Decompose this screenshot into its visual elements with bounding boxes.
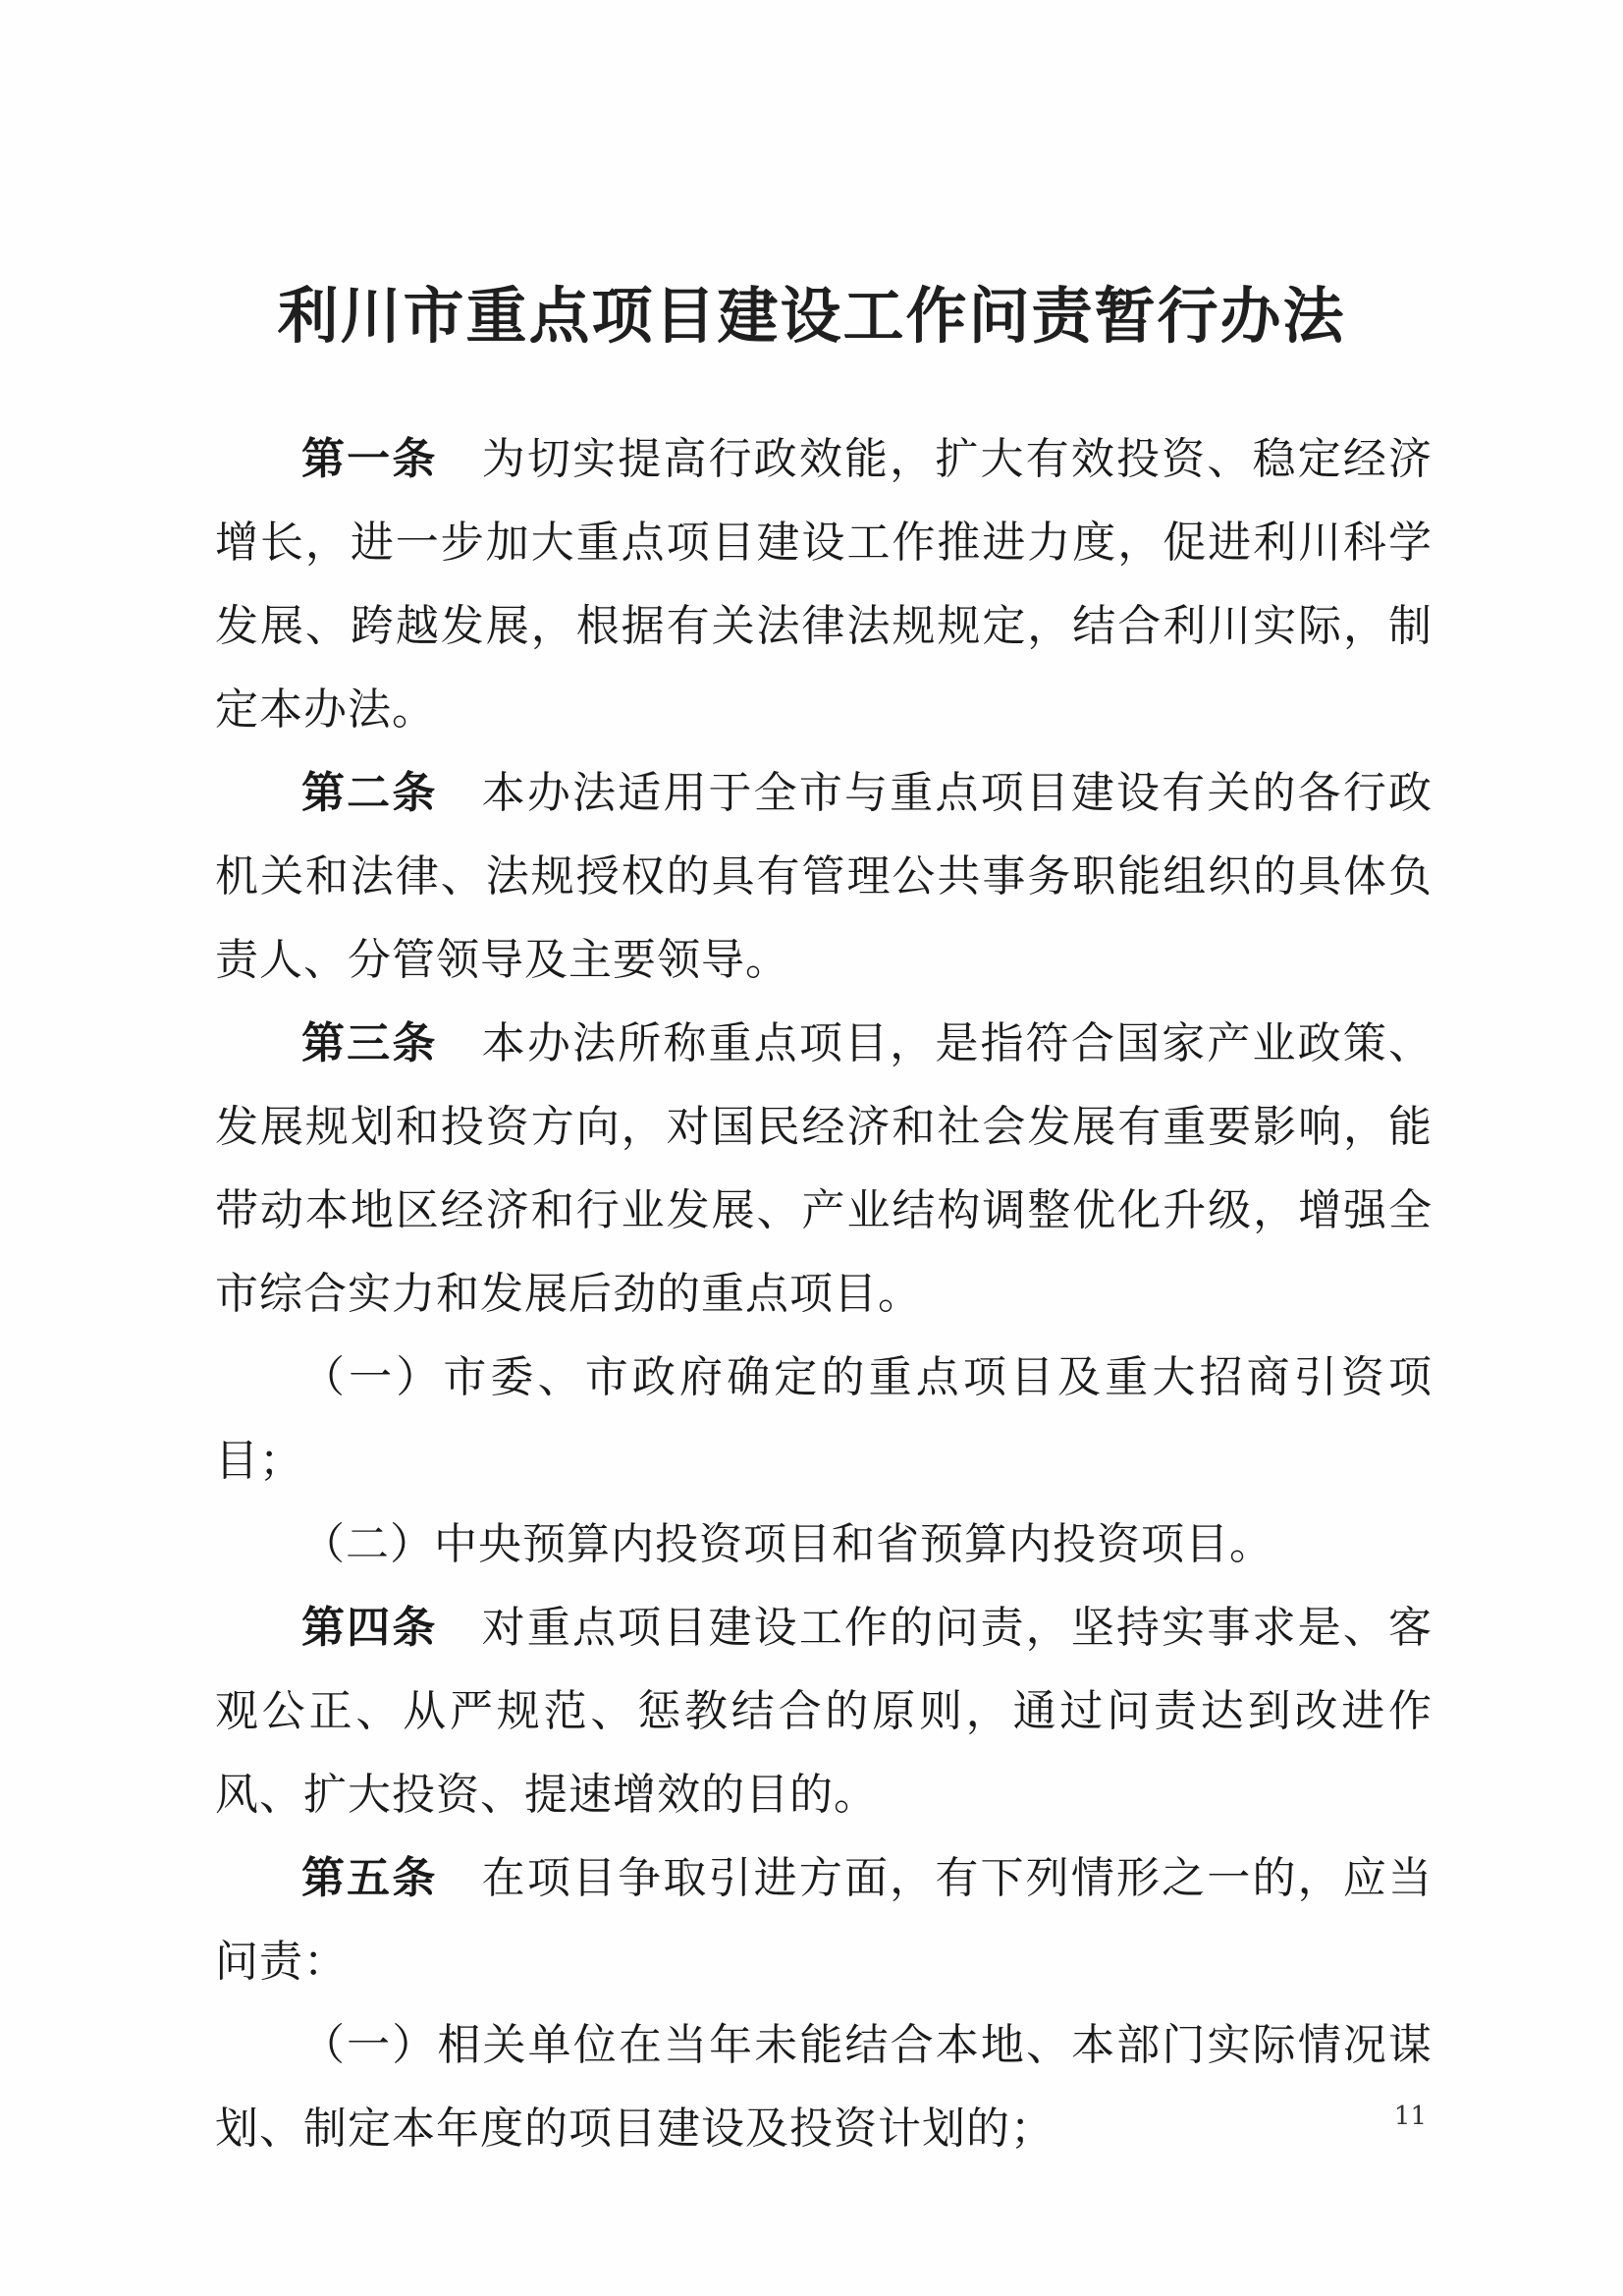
article-heading: 第五条 [301, 1853, 438, 1903]
document-body [215, 417, 1433, 2170]
list-item [215, 1503, 1433, 1586]
list-item-text: （一）市委、市政府确定的重点项目及重大招商引资项目； [215, 1352, 1433, 1486]
list-item [215, 1336, 1433, 1503]
list-item [215, 2003, 1433, 2170]
list-item-text: （一）相关单位在当年未能结合本地、本部门实际情况谋划、制定本年度的项目建设及投资计划的； [215, 2020, 1433, 2154]
list-item-text: （二）中央预算内投资项目和省预算内投资项目。 [301, 1519, 1273, 1569]
article-heading: 第三条 [301, 1018, 438, 1068]
article-text: 本办法所称重点项目，是指符合国家产业政策、发展规划和投资方向，对国民经济和社会发展有重要影响，能带动本地区经济和行业发展、产业结构调整优化升级，增强全市综合实力和发展后劲的重点项目。 [215, 1018, 1433, 1319]
document-title: 利川市重点项目建设工作问责暂行办法 [277, 279, 1346, 352]
article-heading: 第二条 [301, 768, 438, 818]
article-4 [215, 1586, 1433, 1836]
article-text: 对重点项目建设工作的问责，坚持实事求是、客观公正、从严规范、惩教结合的原则，通过问责达到改进作风、扩大投资、提速增效的目的。 [215, 1603, 1433, 1820]
article-text: 为切实提高行政效能，扩大有效投资、稳定经济增长，进一步加大重点项目建设工作推进力度，促进利川科学发展、跨越发展，根据有关法律法规规定，结合利川实际，制定本办法。 [215, 434, 1433, 735]
article-5 [215, 1836, 1433, 2003]
article-heading: 第四条 [301, 1603, 438, 1653]
article-text: 本办法适用于全市与重点项目建设有关的各行政机关和法律、法规授权的具有管理公共事务职能组织的具体负责人、分管领导及主要领导。 [215, 768, 1433, 985]
article-heading: 第一条 [301, 434, 438, 484]
page-number: 11 [1393, 2102, 1427, 2131]
article-2 [215, 751, 1433, 1002]
article-1 [215, 417, 1433, 751]
article-text: 在项目争取引进方面，有下列情形之一的，应当问责： [215, 1853, 1433, 1987]
article-3 [215, 1002, 1433, 1336]
